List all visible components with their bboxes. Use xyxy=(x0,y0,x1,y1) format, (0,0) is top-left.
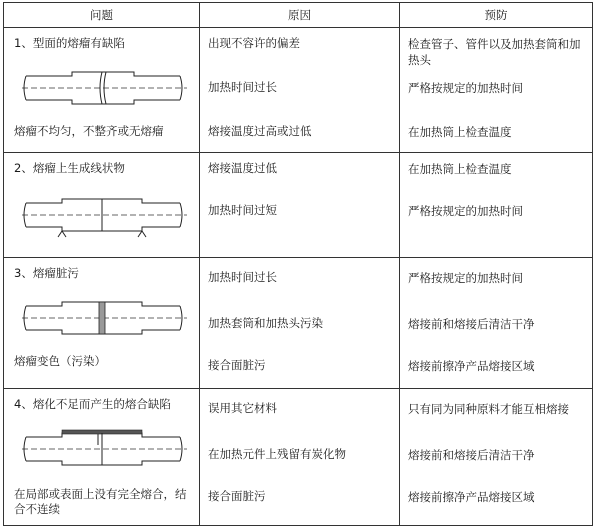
prevention-item: 检查管子、管件以及加热套筒和加热头 xyxy=(408,37,581,67)
pipe-weld-dirty-icon xyxy=(22,294,187,342)
cause-item: 熔接温度过低 xyxy=(208,161,277,175)
header-prevention: 预防 xyxy=(400,3,593,28)
cause-item: 出现不容许的偏差 xyxy=(208,36,300,50)
prevention-item: 在加热筒上检查温度 xyxy=(408,125,512,139)
prevention-item: 熔接前和熔接后清洁干净 xyxy=(408,448,535,462)
prevention-item: 熔接前擦净产品熔接区域 xyxy=(408,359,535,373)
problem-title: 2、熔瘤上生成线状物 xyxy=(14,161,125,175)
cause-item: 在加热元件上残留有炭化物 xyxy=(208,447,346,461)
pipe-weld-uneven-bead-icon xyxy=(22,64,187,112)
cause-item: 加热时间过长 xyxy=(208,270,277,284)
cause-item: 加热时间过长 xyxy=(208,80,277,94)
cause-item: 加热套筒和加热头污染 xyxy=(208,316,323,330)
problem-note: 熔瘤变色（污染） xyxy=(14,354,106,368)
problem-title: 4、熔化不足而产生的熔合缺陷 xyxy=(14,397,171,411)
cause-item: 加热时间过短 xyxy=(208,203,277,217)
prevention-item: 只有同为同种原料才能互相熔接 xyxy=(408,402,569,416)
problem-title: 1、型面的熔瘤有缺陷 xyxy=(14,36,125,50)
header-problem: 问题 xyxy=(4,3,200,28)
cause-item: 接合面脏污 xyxy=(208,489,266,503)
table-row xyxy=(4,389,593,526)
table-row xyxy=(4,153,593,258)
header-cause: 原因 xyxy=(200,3,400,28)
problem-title: 3、熔瘤脏污 xyxy=(14,266,79,280)
cause-item: 熔接温度过高或过低 xyxy=(208,124,312,138)
problem-note: 熔瘤不均匀，不整齐或无熔瘤 xyxy=(14,124,164,138)
cause-item: 误用其它材料 xyxy=(208,401,277,415)
prevention-item: 熔接前擦净产品熔接区域 xyxy=(408,490,535,504)
defect-table xyxy=(3,2,593,526)
prevention-item: 熔接前和熔接后清洁干净 xyxy=(408,317,535,331)
problem-note: 在局部或表面上没有完全熔合，结合不连续 xyxy=(14,487,187,516)
prevention-item: 在加热筒上检查温度 xyxy=(408,162,512,176)
prevention-item: 严格按规定的加热时间 xyxy=(408,271,523,285)
pipe-weld-threads-icon xyxy=(22,191,187,239)
prevention-item: 严格按规定的加热时间 xyxy=(408,81,523,95)
prevention-item: 严格按规定的加热时间 xyxy=(408,204,523,218)
table-row xyxy=(4,28,593,153)
pipe-weld-incomplete-fusion-icon xyxy=(22,425,187,473)
cause-item: 接合面脏污 xyxy=(208,358,266,372)
table-row xyxy=(4,258,593,389)
